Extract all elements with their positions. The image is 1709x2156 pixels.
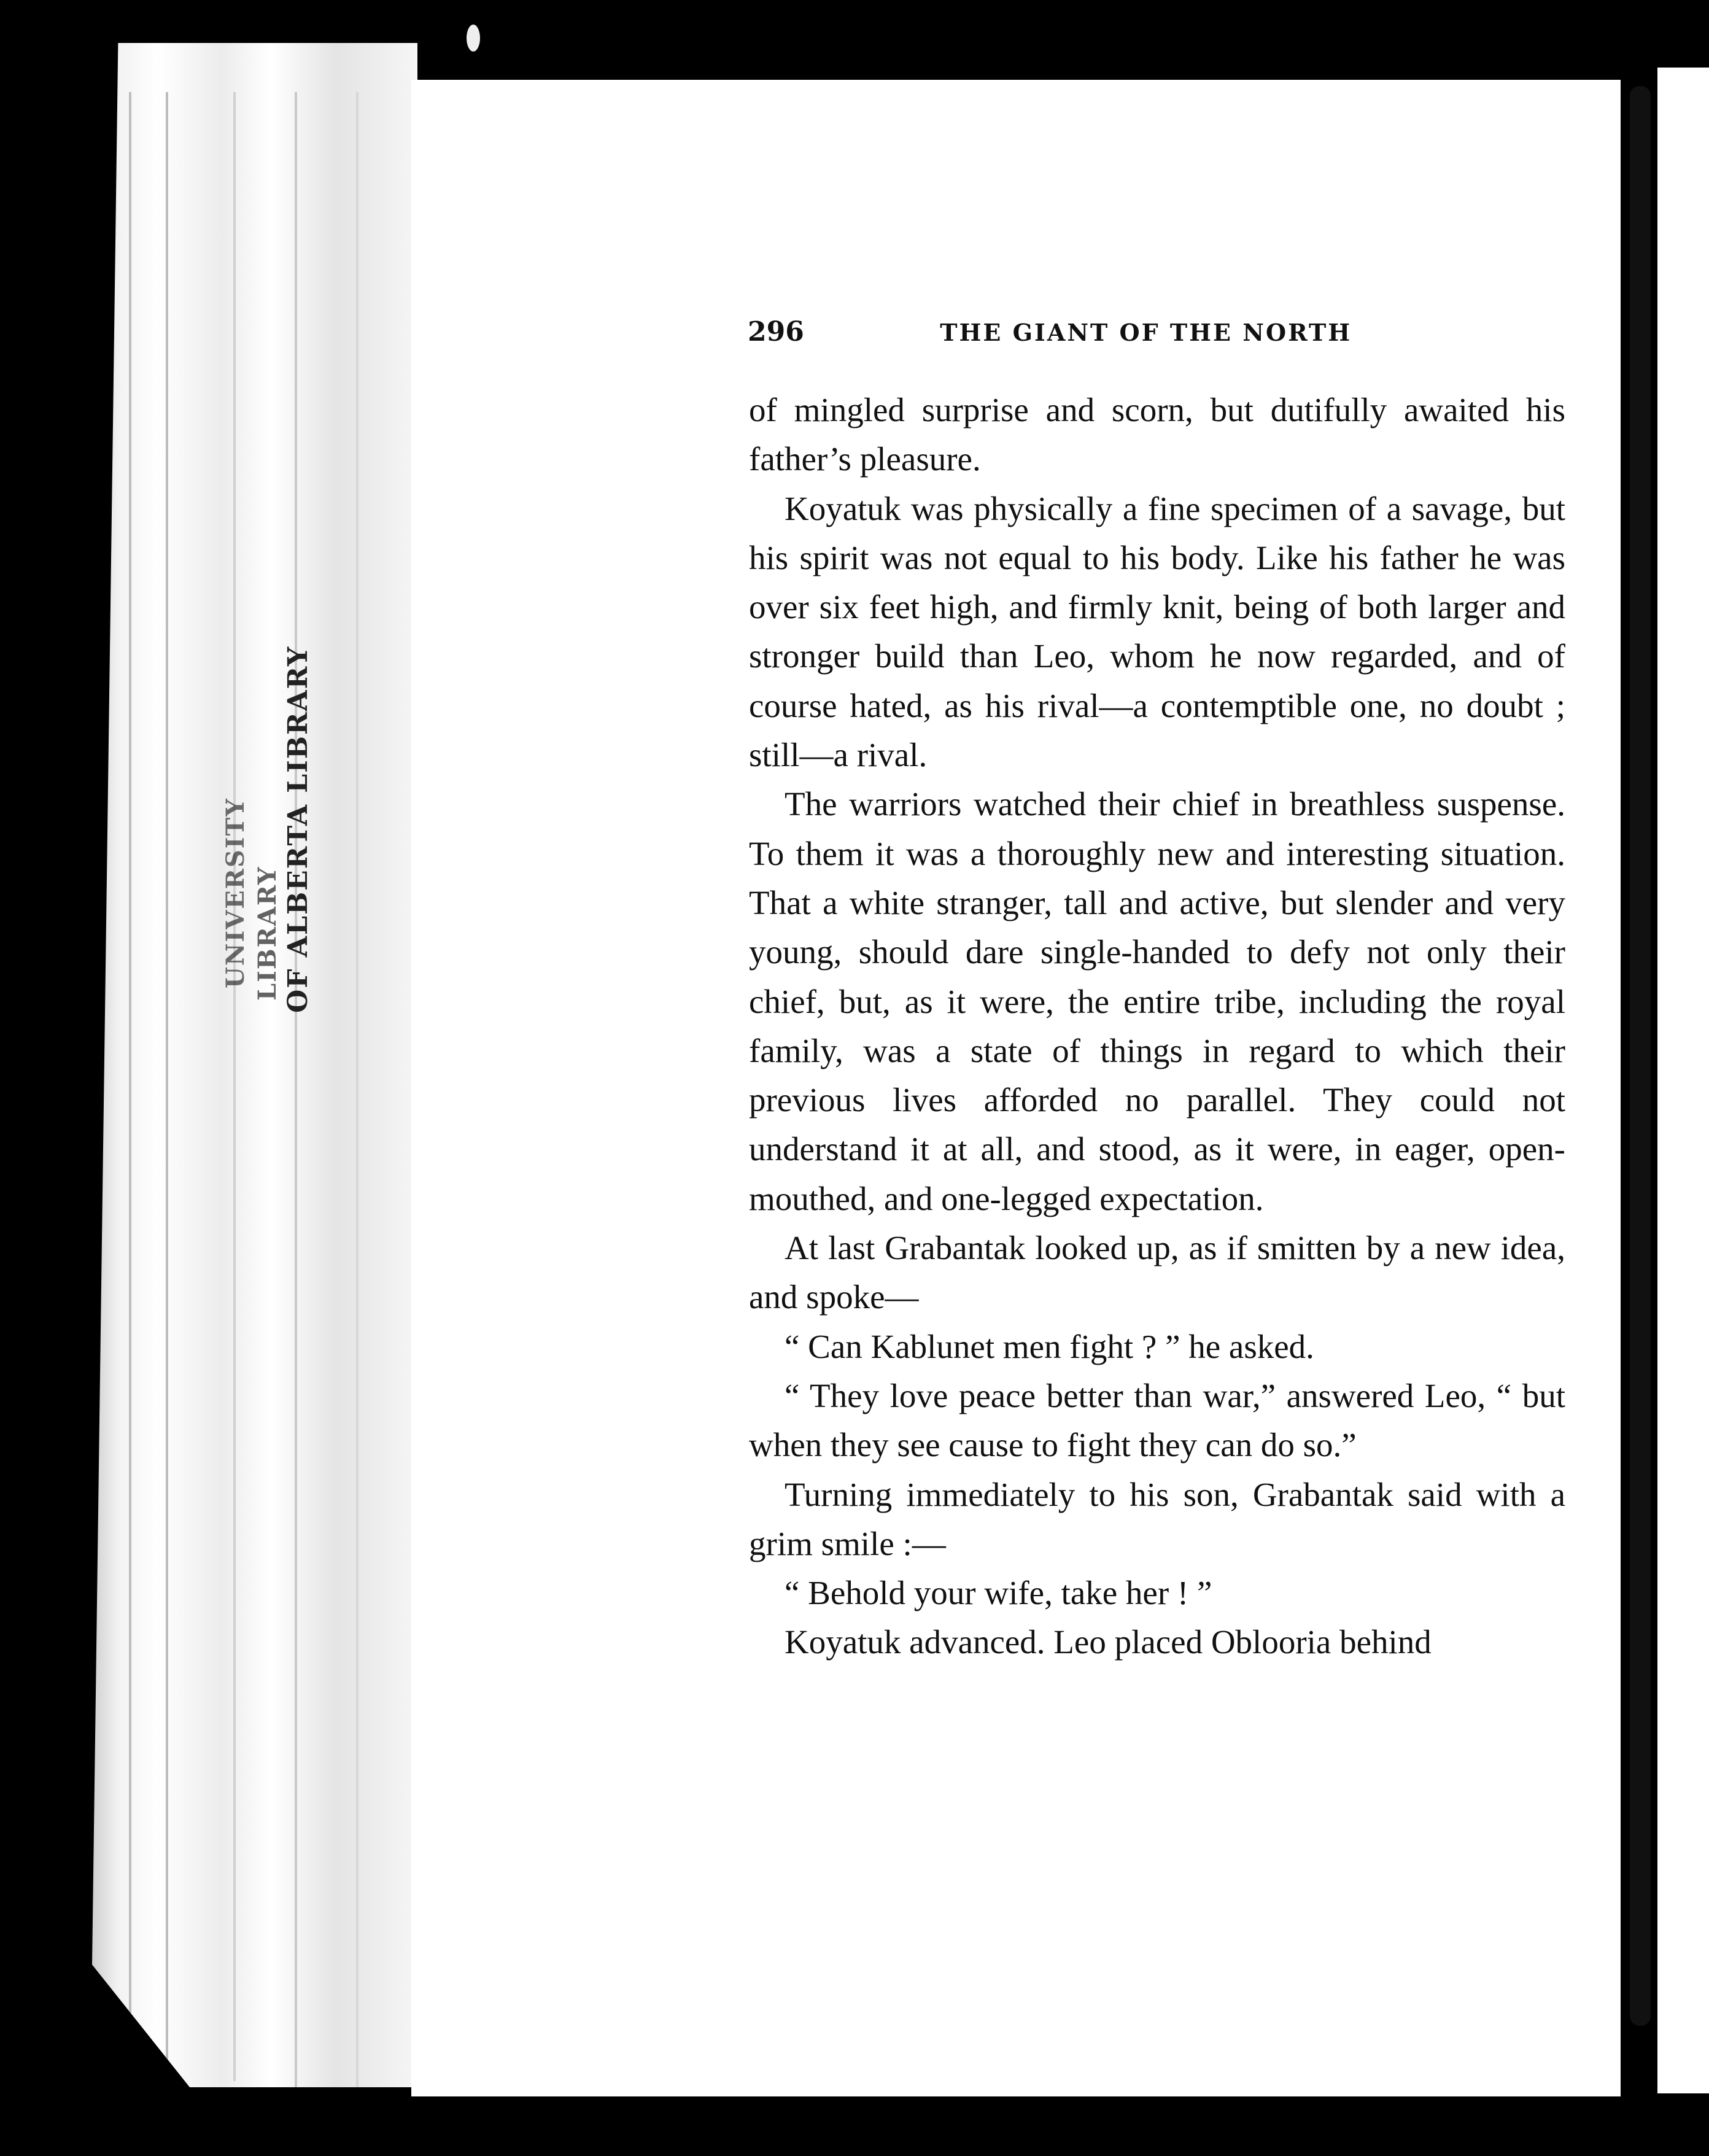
paragraph: “ Can Kablunet men fight ? ” he asked. (785, 1327, 1314, 1365)
facing-page-edge (1657, 68, 1709, 2093)
running-title: THE GIANT OF THE NORTH (940, 319, 1352, 346)
stamp-line-2: LIBRARY (253, 866, 282, 1001)
paragraph: Koyatuk was physically a fine specimen of a savage, but his spirit was not equal to his body. Like his father he was over six feet high, and firmly knit, being of both larger and stronger build than Leo, whom he now regarded, and of course hated, as his rival—a contemptible one, no doubt ; still—a rival. (749, 489, 1565, 774)
running-head (748, 316, 1668, 347)
scan-speck (467, 25, 480, 52)
paragraph: Koyatuk advanced. Leo placed Oblooria behind (785, 1623, 1432, 1661)
page-edge-stack (92, 43, 417, 2087)
stamp-line-3: OF ALBERTA LIBRARY (282, 645, 314, 1013)
paragraph: The warriors watched their chief in breathless suspense. To them it was a thoroughly new and interesting situation. That a white stranger, tall and active, but slender and very young, should dare single-handed to defy not only their chief, but, as it were, the entire tribe, including the royal family, was a state of things in regard to which their previous lives afforded no parallel. They could not understand it at all, and stood, as it were, in eager, open-mouthed, and one-legged expectation. (749, 785, 1565, 1217)
paragraph: “ Behold your wife, take her ! ” (785, 1574, 1212, 1612)
stamp-line-1: UNIVERSITY (221, 797, 250, 988)
gutter-shadow (1630, 86, 1651, 2026)
page-number: 296 (748, 316, 804, 347)
library-stamp (221, 645, 319, 1025)
paragraph: At last Grabantak looked up, as if smitten by a new idea, and spoke— (749, 1229, 1565, 1316)
paragraph: Turning immediately to his son, Grabantak said with a grim smile :— (749, 1475, 1565, 1562)
paragraph: “ They love peace better than war,” answered Leo, “ but when they see cause to fight they can do so.” (749, 1376, 1565, 1464)
paragraph: of mingled surprise and scorn, but dutifully awaited his father’s pleasure. (749, 391, 1565, 478)
body-text (749, 386, 1565, 1667)
